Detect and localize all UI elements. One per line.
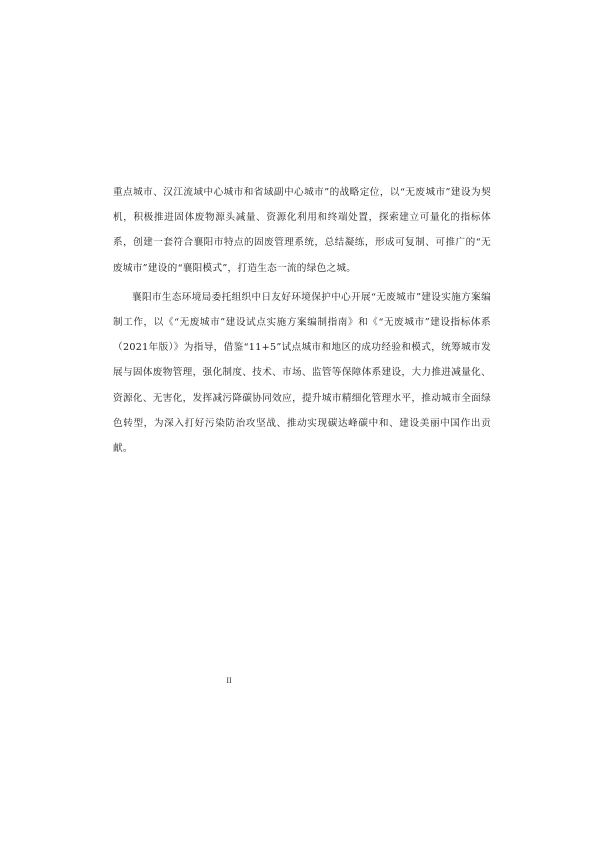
paragraph-strategic-positioning: 重点城市、汉江流域中心城市和省域副中心城市”的战略定位，以“无废城市”建设为契机，积极推进固体废物源头减量、资源化利用和终端处置，探索建立可量化的指标体系，创建一套符合襄阳市特点的固废管理系统，总结凝练，形成可复制、可推广的“无废城市”建设的“襄阳模式”，打造生态一流的绿色之城。 (113, 187, 491, 274)
paragraph-implementation-plan: 襄阳市生态环境局委托组织中日友好环境保护中心开展“无废城市”建设实施方案编制工作，以《“无废城市”建设试点实施方案编制指南》和《“无废城市”建设指标体系（2021年版）》为指导，借鉴“11+5”试点城市和地区的成功经验和模式，统筹城市发展与固体废物管理，强化制度、技术、市场、监管等保障体系建设，大力推进减量化、资源化、无害化，发挥减污降碳协同效应，提升城市精细化管理水平，推动城市全面绿色转型，为深入打好污染防治攻坚战、推动实现碳达峰碳中和、建设美丽中国作出贡献。 (113, 291, 491, 455)
page-number: II (226, 676, 232, 685)
body-text (113, 180, 491, 465)
